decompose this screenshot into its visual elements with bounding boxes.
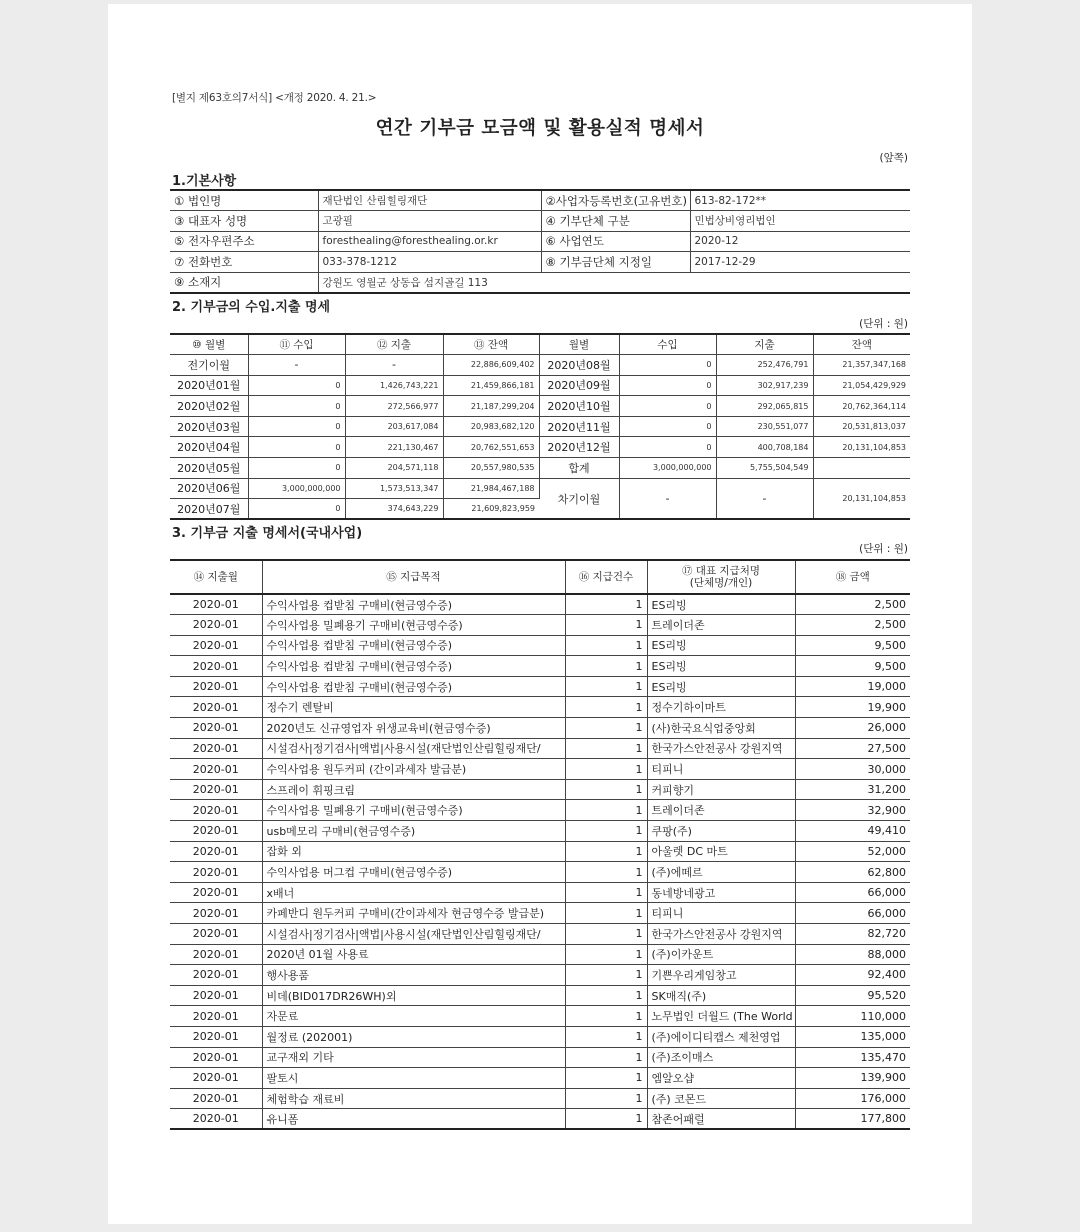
- month-cell: 2020-01: [170, 1088, 262, 1109]
- month-cell: 2020-01: [170, 615, 262, 636]
- amount-cell: 176,000: [795, 1088, 910, 1109]
- amount-cell: 19,000: [795, 676, 910, 697]
- table-row: [170, 1088, 910, 1109]
- count-cell: 1: [565, 821, 647, 842]
- col-header: 잔액: [813, 334, 910, 355]
- purpose-cell: 2020년도 신규영업자 위생교육비(현금영수증): [262, 718, 565, 739]
- count-cell: 1: [565, 882, 647, 903]
- carry-expense-cell: -: [716, 478, 813, 519]
- month-cell: 2020년04월: [170, 437, 248, 458]
- count-cell: 1: [565, 738, 647, 759]
- income-cell: 0: [248, 458, 345, 479]
- payee-cell: 한국가스안전공사 강원지역: [647, 738, 795, 759]
- payee-cell: SK매직(주): [647, 985, 795, 1006]
- balance-cell: 20,557,980,535: [443, 458, 539, 479]
- count-cell: 1: [565, 656, 647, 677]
- count-cell: 1: [565, 1047, 647, 1068]
- purpose-cell: 월정료 (202001): [262, 1026, 565, 1047]
- count-cell: 1: [565, 924, 647, 945]
- payee-cell: 트레이더존: [647, 800, 795, 821]
- income-cell: 0: [248, 437, 345, 458]
- expense-detail-table: [170, 559, 910, 1130]
- income-cell: 0: [248, 375, 345, 396]
- count-cell: 1: [565, 944, 647, 965]
- payee-cell: 티피니: [647, 903, 795, 924]
- month-cell: 2020년12월: [539, 437, 619, 458]
- count-cell: 1: [565, 800, 647, 821]
- month-cell: 2020-01: [170, 738, 262, 759]
- table-row: [170, 1047, 910, 1068]
- balance-cell: [813, 458, 910, 479]
- section1-heading: 1.기본사항: [172, 174, 237, 189]
- table-row: [170, 1068, 910, 1089]
- payee-cell: 아울렛 DC 마트: [647, 841, 795, 862]
- count-cell: 1: [565, 903, 647, 924]
- month-cell: 2020-01: [170, 759, 262, 780]
- amount-cell: 32,900: [795, 800, 910, 821]
- month-cell: 2020-01: [170, 944, 262, 965]
- col-header-count: ⑯ 지급건수: [565, 560, 647, 594]
- purpose-cell: 스프레이 휘핑크림: [262, 779, 565, 800]
- income-cell: 0: [619, 416, 716, 437]
- income-cell: 0: [248, 416, 345, 437]
- purpose-cell: 정수기 렌탈비: [262, 697, 565, 718]
- carry-balance-cell: 20,131,104,853: [813, 478, 910, 519]
- table-row: [170, 676, 910, 697]
- balance-cell: 20,131,104,853: [813, 437, 910, 458]
- expense-cell: 252,476,791: [716, 355, 813, 376]
- amount-cell: 95,520: [795, 985, 910, 1006]
- amount-cell: 110,000: [795, 1006, 910, 1027]
- document-title: 연간 기부금 모금액 및 활용실적 명세서: [375, 118, 705, 139]
- table-row: [170, 1006, 910, 1027]
- count-cell: 1: [565, 1006, 647, 1027]
- table-row: [170, 903, 910, 924]
- month-cell: 2020-01: [170, 1109, 262, 1130]
- expense-cell: 230,551,077: [716, 416, 813, 437]
- amount-cell: 9,500: [795, 635, 910, 656]
- purpose-cell: 카페반디 원두커피 구매비(간이과세자 현금영수증 발급분): [262, 903, 565, 924]
- amount-cell: 135,470: [795, 1047, 910, 1068]
- balance-cell: 21,459,866,181: [443, 375, 539, 396]
- balance-cell: 21,357,347,168: [813, 355, 910, 376]
- month-cell: 2020년05월: [170, 458, 248, 479]
- info-row: [170, 231, 910, 252]
- count-cell: 1: [565, 697, 647, 718]
- amount-cell: 2,500: [795, 594, 910, 615]
- amount-cell: 26,000: [795, 718, 910, 739]
- page-side-label: (앞쪽): [879, 152, 908, 164]
- income-cell: 3,000,000,000: [248, 478, 345, 499]
- info-label: ⑧ 기부금단체 지정일: [541, 252, 690, 273]
- income-cell: 0: [248, 396, 345, 417]
- count-cell: 1: [565, 1088, 647, 1109]
- col-header-amount: ⑱ 금액: [795, 560, 910, 594]
- col-header: 지출: [716, 334, 813, 355]
- table-row: [170, 944, 910, 965]
- address-value: 강원도 영월군 상동읍 섬지골길 113: [318, 272, 910, 293]
- payee-cell: (주)에떼르: [647, 862, 795, 883]
- info-value: 민법상비영리법인: [690, 211, 910, 232]
- info-value: 2017-12-29: [690, 252, 910, 273]
- info-row: [170, 190, 910, 211]
- purpose-cell: 수익사업용 컵받침 구매비(현금영수증): [262, 594, 565, 615]
- purpose-cell: 잡화 외: [262, 841, 565, 862]
- table-row: [170, 594, 910, 615]
- amount-cell: 139,900: [795, 1068, 910, 1089]
- count-cell: 1: [565, 841, 647, 862]
- amount-cell: 30,000: [795, 759, 910, 780]
- info-row: [170, 272, 910, 293]
- month-cell: 2020-01: [170, 656, 262, 677]
- purpose-cell: 시설검사|정기검사|액법|사용시설(재단법인산림힐링재단/: [262, 924, 565, 945]
- month-cell: 2020-01: [170, 594, 262, 615]
- section2-unit: (단위 : 원): [859, 318, 908, 330]
- income-expense-table: [170, 333, 910, 520]
- purpose-cell: 수익사업용 밀폐용기 구매비(현금영수증): [262, 615, 565, 636]
- payee-cell: 참존어패럴: [647, 1109, 795, 1130]
- table-row: [170, 416, 910, 437]
- count-cell: 1: [565, 759, 647, 780]
- income-cell: 0: [619, 437, 716, 458]
- amount-cell: 92,400: [795, 965, 910, 986]
- count-cell: 1: [565, 718, 647, 739]
- month-cell: 2020년11월: [539, 416, 619, 437]
- table-row: [170, 841, 910, 862]
- count-cell: 1: [565, 615, 647, 636]
- info-label: ⑥ 사업연도: [541, 231, 690, 252]
- month-cell: 전기이월: [170, 355, 248, 376]
- table-row: [170, 697, 910, 718]
- purpose-cell: 비데(BID017DR26WH)외: [262, 985, 565, 1006]
- purpose-cell: 자문료: [262, 1006, 565, 1027]
- month-cell: 2020년06월: [170, 478, 248, 499]
- month-cell: 2020-01: [170, 676, 262, 697]
- col-header: 월별: [539, 334, 619, 355]
- month-cell: 2020-01: [170, 1047, 262, 1068]
- table-row: [170, 718, 910, 739]
- income-cell: 0: [248, 499, 345, 520]
- col-header-payee-line1: ⑰ 대표 지급처명: [681, 565, 761, 577]
- amount-cell: 31,200: [795, 779, 910, 800]
- col-header-payee: [647, 560, 795, 594]
- table-row: [170, 985, 910, 1006]
- count-cell: 1: [565, 635, 647, 656]
- amount-cell: 9,500: [795, 656, 910, 677]
- amount-cell: 2,500: [795, 615, 910, 636]
- income-cell: 0: [619, 355, 716, 376]
- purpose-cell: 수익사업용 컵받침 구매비(현금영수증): [262, 635, 565, 656]
- payee-cell: ES리빙: [647, 594, 795, 615]
- table-row: [170, 656, 910, 677]
- amount-cell: 135,000: [795, 1026, 910, 1047]
- amount-cell: 49,410: [795, 821, 910, 842]
- info-value: 고광필: [318, 211, 541, 232]
- info-value: 613-82-172**: [690, 190, 910, 211]
- payee-cell: 동네방네광고: [647, 882, 795, 903]
- table-row: [170, 355, 910, 376]
- info-label: ②사업자등록번호(고유번호): [541, 190, 690, 211]
- col-header: ⑪ 수입: [248, 334, 345, 355]
- payee-cell: 커피향기: [647, 779, 795, 800]
- purpose-cell: 수익사업용 컵받침 구매비(현금영수증): [262, 676, 565, 697]
- table-row: [170, 965, 910, 986]
- table-row: [170, 478, 910, 499]
- table-row: [170, 738, 910, 759]
- month-cell: 2020-01: [170, 635, 262, 656]
- carry-month-cell: 차기이월: [539, 478, 619, 519]
- month-cell: 2020-01: [170, 924, 262, 945]
- table-row: [170, 1109, 910, 1130]
- count-cell: 1: [565, 676, 647, 697]
- info-value: 033-378-1212: [318, 252, 541, 273]
- balance-cell: 21,609,823,959: [443, 499, 539, 520]
- month-cell: 2020년10월: [539, 396, 619, 417]
- amount-cell: 66,000: [795, 882, 910, 903]
- count-cell: 1: [565, 862, 647, 883]
- section2-heading: 2. 기부금의 수입.지출 명세: [172, 300, 331, 315]
- purpose-cell: 2020년 01월 사용료: [262, 944, 565, 965]
- info-label: ① 법인명: [170, 190, 318, 211]
- payee-cell: 노무법인 더월드 (The World: [647, 1006, 795, 1027]
- table-row: [170, 635, 910, 656]
- purpose-cell: 수익사업용 밀폐용기 구매비(현금영수증): [262, 800, 565, 821]
- col-header-payee-line2: (단체명/개인): [689, 577, 753, 589]
- address-label: ⑨ 소재지: [170, 272, 318, 293]
- payee-cell: (주)이카운트: [647, 944, 795, 965]
- section3-heading: 3. 기부금 지출 명세서(국내사업): [172, 526, 363, 541]
- expense-cell: 374,643,229: [345, 499, 443, 520]
- info-row: [170, 211, 910, 232]
- purpose-cell: 행사용품: [262, 965, 565, 986]
- col-header-purpose: ⑮ 지급목적: [262, 560, 565, 594]
- table-row: [170, 862, 910, 883]
- table-row: [170, 396, 910, 417]
- count-cell: 1: [565, 965, 647, 986]
- form-reference: [별지 제63호의7서식] <개정 2020. 4. 21.>: [172, 92, 377, 104]
- info-label: ③ 대표자 성명: [170, 211, 318, 232]
- purpose-cell: usb메모리 구매비(현금영수증): [262, 821, 565, 842]
- info-value: 2020-12: [690, 231, 910, 252]
- purpose-cell: 체험학습 재료비: [262, 1088, 565, 1109]
- basic-info-table: [170, 189, 910, 294]
- col-header: ⑩ 월별: [170, 334, 248, 355]
- amount-cell: 62,800: [795, 862, 910, 883]
- month-cell: 2020-01: [170, 985, 262, 1006]
- count-cell: 1: [565, 1026, 647, 1047]
- amount-cell: 52,000: [795, 841, 910, 862]
- month-cell: 2020-01: [170, 1006, 262, 1027]
- balance-cell: 20,762,364,114: [813, 396, 910, 417]
- payee-cell: 엠알오샵: [647, 1068, 795, 1089]
- income-cell: -: [248, 355, 345, 376]
- info-label: ⑤ 전자우편주소: [170, 231, 318, 252]
- balance-cell: 20,531,813,037: [813, 416, 910, 437]
- purpose-cell: 유니폼: [262, 1109, 565, 1130]
- payee-cell: ES리빙: [647, 635, 795, 656]
- expense-cell: 5,755,504,549: [716, 458, 813, 479]
- payee-cell: (사)한국요식업중앙회: [647, 718, 795, 739]
- count-cell: 1: [565, 594, 647, 615]
- payee-cell: (주) 코몬드: [647, 1088, 795, 1109]
- month-cell: 2020-01: [170, 800, 262, 821]
- amount-cell: 66,000: [795, 903, 910, 924]
- table-row: [170, 759, 910, 780]
- expense-cell: 302,917,239: [716, 375, 813, 396]
- info-value: 재단법인 산림힐링재단: [318, 190, 541, 211]
- table-row: [170, 458, 910, 479]
- month-cell: 2020년02월: [170, 396, 248, 417]
- amount-cell: 27,500: [795, 738, 910, 759]
- expense-cell: -: [345, 355, 443, 376]
- expense-cell: 221,130,467: [345, 437, 443, 458]
- payee-cell: 티피니: [647, 759, 795, 780]
- table-row: [170, 800, 910, 821]
- balance-cell: 20,983,682,120: [443, 416, 539, 437]
- purpose-cell: 수익사업용 원두커피 (간이과세자 발급분): [262, 759, 565, 780]
- col-header: 수입: [619, 334, 716, 355]
- payee-cell: 기쁜우리게임창고: [647, 965, 795, 986]
- expense-cell: 400,708,184: [716, 437, 813, 458]
- table-row: [170, 924, 910, 945]
- month-cell: 2020-01: [170, 903, 262, 924]
- amount-cell: 82,720: [795, 924, 910, 945]
- month-cell: 2020-01: [170, 779, 262, 800]
- table-row: [170, 821, 910, 842]
- expense-cell: 272,566,977: [345, 396, 443, 417]
- balance-cell: 21,187,299,204: [443, 396, 539, 417]
- payee-cell: ES리빙: [647, 676, 795, 697]
- income-cell: 0: [619, 375, 716, 396]
- month-cell: 2020-01: [170, 862, 262, 883]
- balance-cell: 22,886,609,402: [443, 355, 539, 376]
- col-header-month: ⑭ 지출월: [170, 560, 262, 594]
- col-header: ⑬ 잔액: [443, 334, 539, 355]
- count-cell: 1: [565, 779, 647, 800]
- month-cell: 2020-01: [170, 718, 262, 739]
- balance-cell: 21,054,429,929: [813, 375, 910, 396]
- table-row: [170, 375, 910, 396]
- section3-unit: (단위 : 원): [859, 543, 908, 555]
- month-cell: 2020년08월: [539, 355, 619, 376]
- amount-cell: 88,000: [795, 944, 910, 965]
- payee-cell: (주)조이매스: [647, 1047, 795, 1068]
- table-row: [170, 882, 910, 903]
- purpose-cell: 수익사업용 컵받침 구매비(현금영수증): [262, 656, 565, 677]
- purpose-cell: 팔토시: [262, 1068, 565, 1089]
- month-cell: 2020-01: [170, 882, 262, 903]
- month-cell: 2020-01: [170, 1026, 262, 1047]
- amount-cell: 19,900: [795, 697, 910, 718]
- info-value: foresthealing@foresthealing.or.kr: [318, 231, 541, 252]
- payee-cell: 쿠팡(주): [647, 821, 795, 842]
- month-cell: 2020년09월: [539, 375, 619, 396]
- info-row: [170, 252, 910, 273]
- expense-cell: 204,571,118: [345, 458, 443, 479]
- count-cell: 1: [565, 1068, 647, 1089]
- month-cell: 2020년07월: [170, 499, 248, 520]
- expense-cell: 1,426,743,221: [345, 375, 443, 396]
- balance-cell: 21,984,467,188: [443, 478, 539, 499]
- count-cell: 1: [565, 985, 647, 1006]
- payee-cell: ES리빙: [647, 656, 795, 677]
- month-cell: 2020년01월: [170, 375, 248, 396]
- expense-cell: 203,617,084: [345, 416, 443, 437]
- month-cell: 합계: [539, 458, 619, 479]
- expense-cell: 292,065,815: [716, 396, 813, 417]
- table-row: [170, 437, 910, 458]
- purpose-cell: 시설검사|정기검사|액법|사용시설(재단법인산림힐링재단/: [262, 738, 565, 759]
- purpose-cell: 수익사업용 머그컵 구매비(현금영수증): [262, 862, 565, 883]
- payee-cell: 정수기하이마트: [647, 697, 795, 718]
- payee-cell: 트레이더존: [647, 615, 795, 636]
- month-cell: 2020-01: [170, 965, 262, 986]
- table-row: [170, 615, 910, 636]
- info-label: ⑦ 전화번호: [170, 252, 318, 273]
- info-label: ④ 기부단체 구분: [541, 211, 690, 232]
- table-row: [170, 779, 910, 800]
- expense-cell: 1,573,513,347: [345, 478, 443, 499]
- payee-cell: (주)에이디티캡스 제천영업: [647, 1026, 795, 1047]
- balance-cell: 20,762,551,653: [443, 437, 539, 458]
- month-cell: 2020-01: [170, 697, 262, 718]
- purpose-cell: 교구재외 기타: [262, 1047, 565, 1068]
- month-cell: 2020년03월: [170, 416, 248, 437]
- income-cell: 3,000,000,000: [619, 458, 716, 479]
- income-cell: 0: [619, 396, 716, 417]
- month-cell: 2020-01: [170, 821, 262, 842]
- col-header: ⑫ 지출: [345, 334, 443, 355]
- amount-cell: 177,800: [795, 1109, 910, 1130]
- table-row: [170, 1026, 910, 1047]
- payee-cell: 한국가스안전공사 강원지역: [647, 924, 795, 945]
- carry-income-cell: -: [619, 478, 716, 519]
- count-cell: 1: [565, 1109, 647, 1130]
- month-cell: 2020-01: [170, 841, 262, 862]
- month-cell: 2020-01: [170, 1068, 262, 1089]
- purpose-cell: x배너: [262, 882, 565, 903]
